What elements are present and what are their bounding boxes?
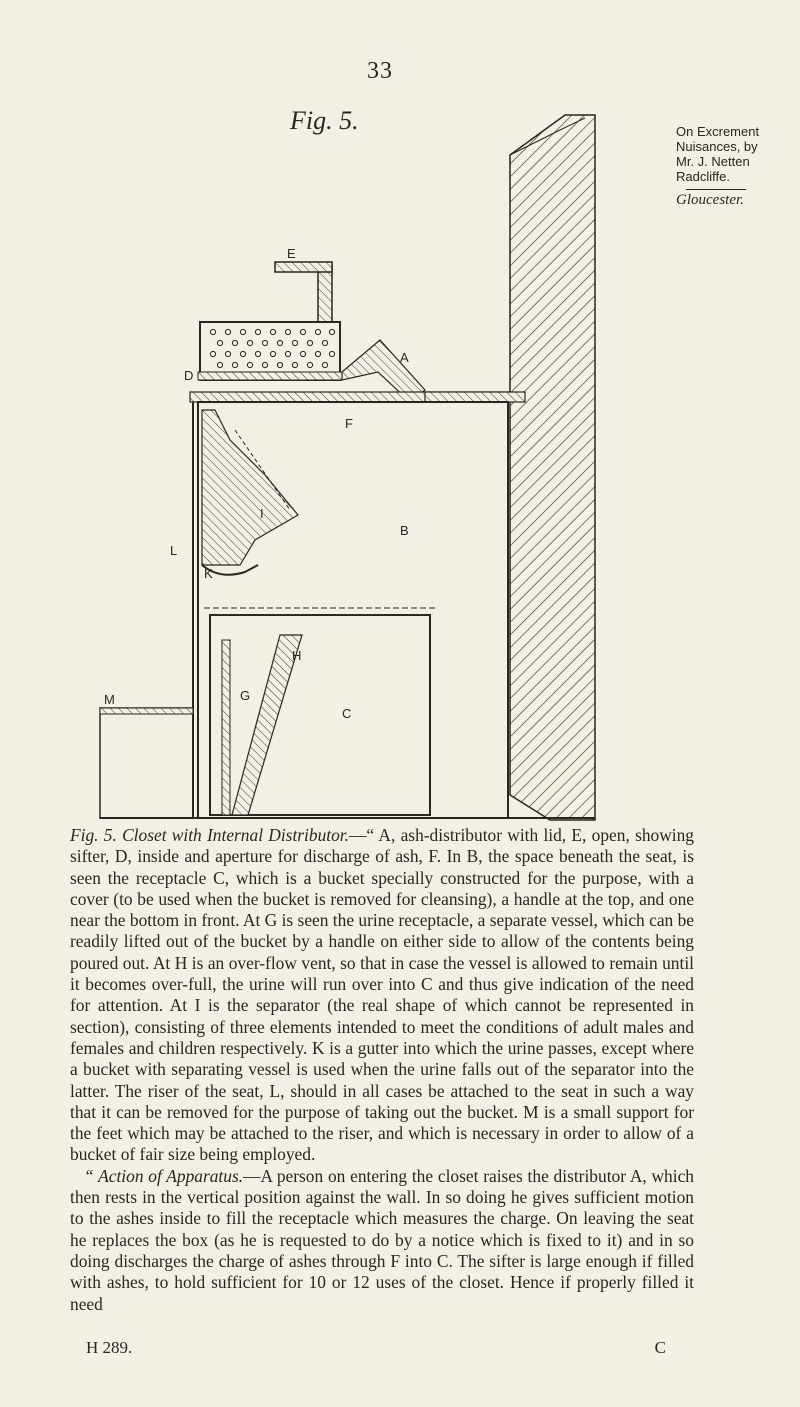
separator [202, 410, 298, 565]
sidenote-line: On Excrement [676, 124, 760, 139]
closet-diagram [80, 110, 680, 830]
label-A: A [400, 350, 409, 365]
sidenote-line: Mr. J. Netten [676, 154, 750, 169]
caption-fig-title: Closet with Internal Distributor. [122, 825, 349, 845]
signature-mark-left: H 289. [86, 1338, 133, 1357]
caption-para-2-title: “ Action of Apparatus. [84, 1165, 244, 1186]
label-E: E [287, 246, 296, 261]
caption-fig-ref: Fig. 5. [70, 825, 117, 845]
distributor-base [198, 372, 342, 380]
label-B: B [400, 523, 409, 538]
foot-support-top [100, 708, 193, 714]
signature-row [86, 1338, 666, 1358]
label-H: H [292, 648, 302, 663]
sidenote-divider [686, 189, 746, 190]
figure-caption [70, 825, 694, 1315]
sidenote-line: Radcliffe. [676, 169, 730, 184]
label-C: C [342, 706, 352, 721]
side-note [676, 124, 794, 208]
caption-para-2: —A person on entering the closet raises the distributor A, which then rests in the vertical position against the wall. In so doing he gives sufficient motion to the ashes inside to fill the receptacle which measures the charge. On leaving the seat he replaces the box (as he is requested to do by a notice which is fixed to it) and in so doing discharges the charge of ashes through F into C. The sifter is large enough if filled with ashes, to hold sufficient for 10 or 12 uses of the closet. Hence if properly filled it need [70, 1165, 694, 1314]
sidenote-place: Gloucester. [676, 192, 744, 208]
distributor-box [200, 322, 340, 380]
wall [510, 115, 595, 820]
caption-para-1: —“ A, ash-distributor with lid, E, open, showing sifter, D, inside and aperture for discharge of ash, F. In B, the space beneath the seat, is seen the receptacle C, which is a bucket specially constructed for the purpose, with a cover (to be used when the bucket is removed for cleansing), a handle at the top, and one near the bottom in front. At G is seen the urine receptacle, a separate vessel, which can be readily lifted out of the bucket by a handle on either side to allow of the contents being poured out. At H is an over-flow vent, so that in case the vessel is allowed to remain until it becomes over-full, the urine will run over into C and thus give indication of the need for attention. At I is the separator (the real shape of which cannot be represented in section), consisting of three elements intended to meet the conditions of adult males and females and children respectively. K is a gutter into which the urine passes, except where a bucket with separating vessel is used when the urine falls out of the separator into the latter. The riser of the seat, L, should in all cases be attached to the seat in such a way that it can be removed for the purpose of taking out the bucket. M is a small support for the feet which may be attached to the riser, and which is necessary in order to allow of a bucket of fair size being employed. [70, 825, 695, 1165]
lid-top [275, 262, 332, 272]
label-F: F [345, 416, 353, 431]
urine-receptacle [222, 640, 230, 815]
label-L: L [170, 543, 178, 558]
label-D: D [184, 368, 194, 383]
label-M: M [104, 692, 115, 707]
figure-title: Fig. 5. [290, 106, 359, 135]
label-I: I [260, 506, 264, 521]
signature-mark-right: C [654, 1338, 666, 1357]
label-K: K [204, 566, 213, 581]
foot-support [100, 708, 193, 818]
seat-board-right [425, 392, 525, 402]
sidenote-line: Nuisances, by [676, 139, 758, 154]
page-number: 33 [367, 58, 393, 84]
label-G: G [240, 688, 251, 703]
